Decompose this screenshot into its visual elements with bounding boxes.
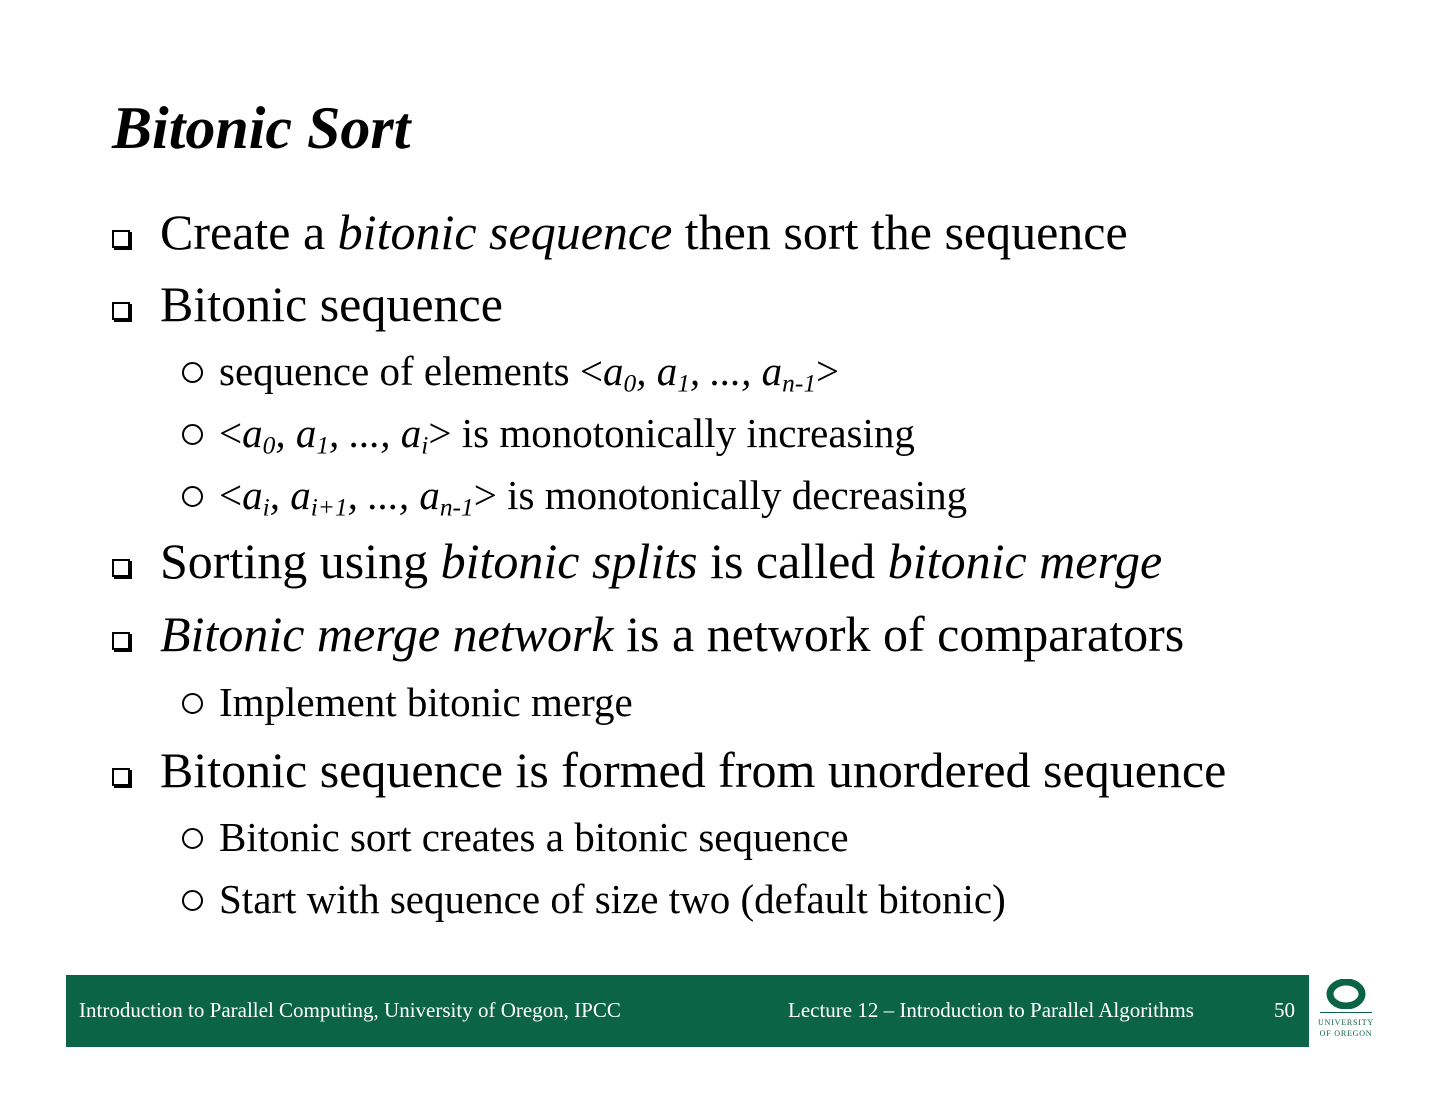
circle-bullet-icon (182, 424, 203, 445)
circle-bullet-icon (182, 828, 203, 849)
bullet-bitonic-merge: Sorting using bitonic splits is called bitonic merge (112, 536, 1162, 586)
bullet-create-bitonic: Create a bitonic sequence then sort the sequence (112, 207, 1128, 257)
bullet-formed-unordered: Bitonic sequence is formed from unordered sequence (112, 745, 1226, 795)
university-logo (1310, 975, 1382, 1047)
subbullet-monotonic-increasing: $<a_0$, $a_1$, ..., $a_i>$ is monotonically increasing (182, 413, 915, 454)
footer-bar (66, 975, 1309, 1047)
circle-bullet-icon (182, 486, 203, 507)
circle-bullet-icon (182, 693, 203, 714)
square-bullet-icon (112, 768, 130, 786)
square-bullet-icon (112, 230, 130, 248)
square-bullet-icon (112, 302, 130, 320)
subbullet-creates-sequence: Bitonic sort creates a bitonic sequence (182, 817, 849, 858)
footer-lecture: Lecture 12 – Introduction to Parallel Algorithms (788, 998, 1194, 1022)
oregon-o-icon (1326, 979, 1366, 1009)
subbullet-monotonic-decreasing: $<a_i$, $a_{i+1}$, ..., $a_{n-1}>$ is monotonically decreasing (182, 475, 967, 516)
footer-course: Introduction to Parallel Computing, University of Oregon, IPCC (79, 998, 621, 1022)
circle-bullet-icon (182, 890, 203, 911)
page-number: 50 (1274, 998, 1295, 1022)
square-bullet-icon (112, 632, 130, 650)
slide-title: Bitonic Sort (112, 95, 411, 161)
logo-line-2: OF OREGON (1319, 1029, 1373, 1038)
bullet-bitonic-sequence: Bitonic sequence (112, 279, 503, 329)
circle-bullet-icon (182, 362, 203, 383)
logo-line-1: UNIVERSITY (1318, 1018, 1374, 1027)
subbullet-sequence-elements: sequence of elements $<a_0$, $a_1$, ..., $a_{n-1}>$ (182, 351, 839, 392)
subbullet-size-two: Start with sequence of size two (default bitonic) (182, 879, 1006, 920)
bullet-merge-network: Bitonic merge network is a network of comparators (112, 609, 1184, 659)
square-bullet-icon (112, 559, 130, 577)
subbullet-implement-merge: Implement bitonic merge (182, 682, 633, 723)
